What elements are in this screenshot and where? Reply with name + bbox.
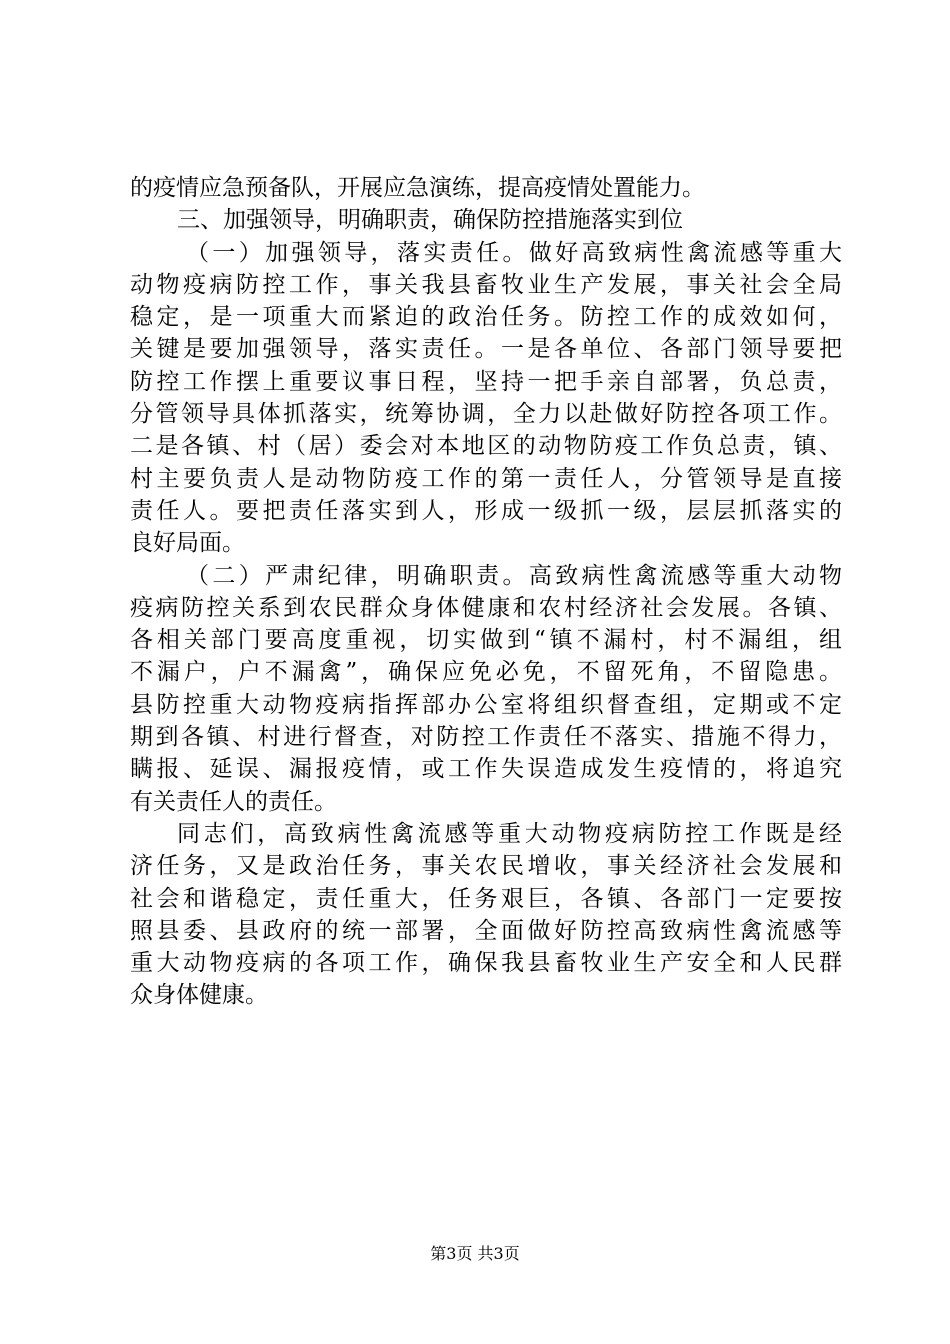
text-line: 良好局面。 [130,530,245,557]
page-number-footer: 第3页 共3页 [430,1244,520,1263]
text-line: 照县委、县政府的统一部署，全面做好防控高致病性禽流感等 [130,917,842,944]
text-line: 同志们，高致病性禽流感等重大动物疫病防控工作既是经 [177,820,842,847]
text-line: 济任务，又是政治任务，事关农民增收，事关经济社会发展和 [130,853,842,880]
text-line: 各相关部门要高度重视，切实做到“镇不漏村，村不漏组，组 [130,627,842,654]
text-line: 防控工作摆上重要议事日程，坚持一把手亲自部署，负总责， [130,368,842,395]
text-line: 动物疫病防控工作，事关我县畜牧业生产发展，事关社会全局 [130,271,842,298]
text-line: 二是各镇、村（居）委会对本地区的动物防疫工作负总责，镇、 [130,433,842,460]
text-line: 村主要负责人是动物防疫工作的第一责任人，分管领导是直接 [130,465,842,492]
text-line: 重大动物疫病的各项工作，确保我县畜牧业生产安全和人民群 [130,950,842,977]
text-line: 不漏户，户不漏禽”，确保应免必免，不留死角，不留隐患。 [130,659,842,686]
text-line: 众身体健康。 [130,982,268,1009]
text-line: 关键是要加强领导，落实责任。一是各单位、各部门领导要把 [130,336,842,363]
text-line: 稳定，是一项重大而紧迫的政治任务。防控工作的成效如何， [130,304,842,331]
text-line: 三、加强领导，明确职责，确保防控措施落实到位 [177,207,683,234]
text-line: 期到各镇、村进行督查，对防控工作责任不落实、措施不得力， [130,724,842,751]
text-line: 疫病防控关系到农民群众身体健康和农村经济社会发展。各镇、 [130,594,842,621]
text-line: 分管领导具体抓落实，统筹协调，全力以赴做好防控各项工作。 [130,401,842,428]
text-line: 的疫情应急预备队，开展应急演练，提高疫情处置能力。 [130,175,705,201]
document-body [130,172,842,1012]
text-line: 瞒报、延误、漏报疫情，或工作失误造成发生疫情的，将追究 [130,756,842,783]
text-line: 社会和谐稳定，责任重大，任务艰巨，各镇、各部门一定要按 [130,885,842,912]
text-line: 有关责任人的责任。 [130,788,337,815]
text-line: 县防控重大动物疫病指挥部办公室将组织督查组，定期或不定 [130,691,842,718]
text-line: （一）加强领导，落实责任。做好高致病性禽流感等重大 [186,239,842,266]
text-line: （二）严肃纪律，明确职责。高致病性禽流感等重大动物 [186,562,842,589]
text-line: 责任人。要把责任落实到人，形成一级抓一级，层层抓落实的 [130,497,842,524]
